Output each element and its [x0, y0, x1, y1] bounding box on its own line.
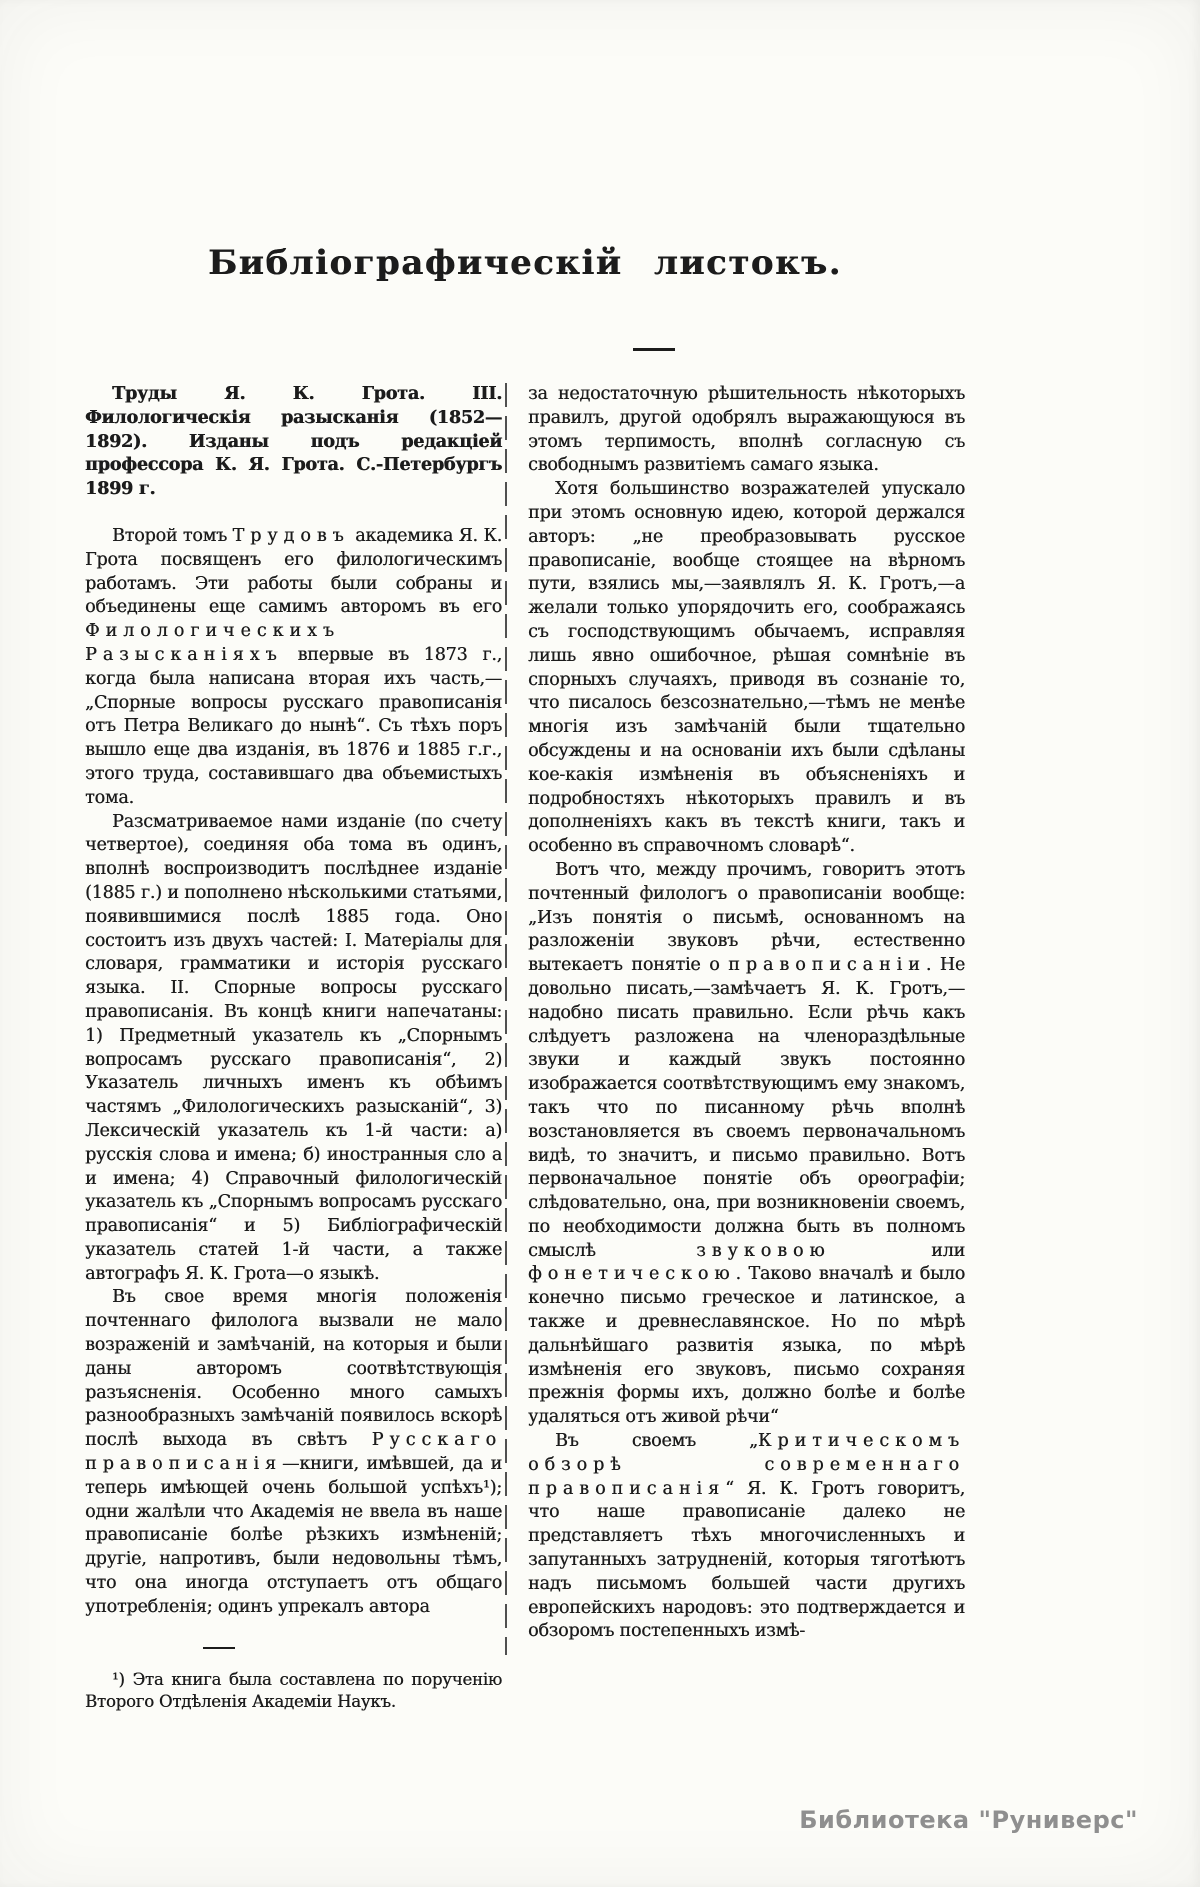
- text-run: за недостаточную рѣшительность нѣкоторыхъ правилъ, другой одобрялъ выражающуюся въ этомъ терпимость, вполнѣ согласную съ свободнымъ развитіемъ самаго языка.: [528, 384, 965, 476]
- emphasized-spaced-text: Филологическихъ Разысканіяхъ: [85, 621, 340, 665]
- text-run: Вотъ что, между прочимъ, говоритъ этотъ почтенный филологъ о правописаніи вообще: „Изъ понятія о письмѣ, основанномъ на разложеніи звуковъ рѣчи, естественно вытекаетъ понятіе о: [528, 859, 965, 976]
- paragraph: [528, 1430, 965, 1644]
- emphasized-spaced-text: правописаніи: [728, 955, 926, 976]
- right-column: [528, 383, 965, 1644]
- page-title: Библіографическій листокъ.: [208, 242, 842, 283]
- left-column: [85, 383, 502, 1714]
- emphasized-spaced-text: Русскаго правописанія: [85, 1430, 503, 1475]
- title-divider-rule: [633, 348, 675, 351]
- text-run: Труды Я. К. Грота. III. Филологическія разысканія (1852—1892). Изданы подъ редакціей профессора К. Я. Грота. С.-Петербургъ 1899 г.: [85, 384, 503, 500]
- footnote-text: ¹) Эта книга была составлена по порученію Второго Отдѣленія Академіи Наукъ.: [85, 1669, 503, 1712]
- paragraph: [528, 478, 965, 859]
- text-run: . Не довольно писать,—замѣчаетъ Я. К. Гротъ,—надобно писать правильно. Если рѣчь какъ слѣдуетъ разложена на членораздѣльные звуки и каждый звукъ постоянно изображается соотвѣтствующимъ ему знакомъ, такъ что по писанному рѣчь вполнѣ возстановляется въ своемъ первоначальномъ видѣ, то значитъ, и письмо правильно. Вотъ первоначальное понятіе объ орѳографіи; слѣдовательно, она, при возникновеніи своемъ, по необходимости должна быть въ полномъ смыслѣ: [528, 955, 965, 1261]
- text-run: или: [830, 1240, 965, 1261]
- text-run: “ Я. К. Гротъ говоритъ, что наше правописаніе далеко не представляетъ тѣхъ многочисленныхъ и запутанныхъ затрудненій, которыя тяготѣютъ надъ письмомъ большей части другихъ европейскихъ народовъ: это подтверждается и обзоромъ постепенныхъ измѣ-: [528, 1478, 965, 1642]
- paragraph: [85, 1286, 502, 1619]
- paragraph: [85, 383, 502, 502]
- text-run: Въ своемъ „: [555, 1431, 758, 1452]
- text-run: впервые въ 1873 г., когда была написана вторая ихъ часть,—„Спорные вопросы русскаго правописанія отъ Петра Великаго до нынѣ“. Съ тѣхъ поръ вышло еще два изданія, въ 1876 и 1885 г.г., этого труда, составившаго два объемистыхъ тома.: [85, 644, 503, 808]
- emphasized-spaced-text: звуковою: [696, 1240, 831, 1261]
- text-run: . Таково вначалѣ и было конечно письмо греческое и латинское, а также и древнеславянское. Но по мѣрѣ дальнѣйшаго развитія языка, по мѣрѣ измѣненія его звуковъ, письмо сохраняя прежнія формы ихъ, должно болѣе и болѣе удаляться отъ живой рѣчи“: [528, 1264, 965, 1428]
- emphasized-spaced-text: Трудовъ: [232, 525, 350, 546]
- column-divider-rule: [505, 383, 507, 1655]
- text-run: Хотя большинство возражателей упускало при этомъ основную идею, которой держался авторъ: „не преобразовывать русское правописаніе, вообще стоящее на вѣрномъ пути, взялись мы,—заявлялъ Я. К. Гротъ,—а желали только упорядочить его, соображаясь съ господствующимъ обычаемъ, исправляя лишь явно ошибочное, рѣшая сомнѣніе въ спорныхъ случаяхъ, приводя въ сознаніе то, что писалось безсознательно,—тѣмъ не менѣе многія изъ замѣчаній были тщательно обсуждены и на основаніи ихъ были сдѣланы кое-какія измѣненія въ объясненіяхъ и подробностяхъ нѣкоторыхъ правилъ и въ дополненіяхъ какъ въ текстѣ книги, такъ и особенно въ справочномъ словарѣ“.: [528, 479, 965, 857]
- text-run: Разсматриваемое нами изданіе (по счету четвертое), соединяя оба тома въ одинъ, вполнѣ воспроизводитъ послѣднее изданіе (1885 г.) и пополнено нѣсколькими статьями, появившимися послѣ 1885 года. Оно состоитъ изъ двухъ частей: I. Матеріалы для словаря, грамматики и исторія русскаго языка. II. Спорные вопросы русскаго правописанія. Въ концѣ книги напечатаны: 1) Предметный указатель къ „Спорнымъ вопросамъ русскаго правописанія“, 2) Указатель личныхъ именъ къ обѣимъ частямъ „Филологическихъ разысканій“, 3) Лексическій указатель къ 1-й части: а) русскія слова и имена; б) иностранныя сло а и имена; 4) Справочный филологическій указатель къ „Спорнымъ вопросамъ русскаго правописанія“ и 5) Библіографическій указатель статей 1-й части, а также автографъ Я. К. Грота—о языкѣ.: [85, 811, 503, 1284]
- text-run: —книги, имѣвшей, да и теперь имѣющей очень большой успѣхъ¹); одни жалѣли что Академія не ввела въ наше правописаніе болѣе рѣзкихъ измѣненій; другіе, напротивъ, были недовольны тѣмъ, что она иногда отступаетъ отъ общаго употребленія; одинъ упрекалъ автора: [85, 1454, 503, 1617]
- footnote-separator-rule: [203, 1647, 235, 1649]
- emphasized-spaced-text: Критическомъ обзорѣ современнаго правописанія: [528, 1431, 965, 1499]
- paragraph: [85, 811, 502, 1287]
- emphasized-spaced-text: фонетическою: [528, 1264, 736, 1285]
- library-watermark: Библиотека "Руниверс": [799, 1806, 1138, 1834]
- text-run: Второй томъ: [112, 525, 233, 546]
- text-run: академика Я. К. Грота посвященъ его филологическимъ работамъ. Эти работы были собраны и объединены еще самимъ авторомъ въ его: [85, 525, 503, 618]
- paragraph: [85, 525, 502, 811]
- text-columns: [85, 383, 965, 1714]
- paragraph: [528, 859, 965, 1430]
- left-column-paragraphs: [85, 383, 502, 1620]
- paragraph: [528, 383, 965, 478]
- text-run: Въ свое время многія положенія почтеннаго филолога вызвали не мало возраженій и замѣчаній, на которыя и были даны авторомъ соотвѣтствующія разъясненія. Особенно много самыхъ разнообразныхъ замѣчаній появилось вскорѣ послѣ выхода въ свѣтъ: [85, 1287, 503, 1451]
- right-column-paragraphs: [528, 383, 965, 1644]
